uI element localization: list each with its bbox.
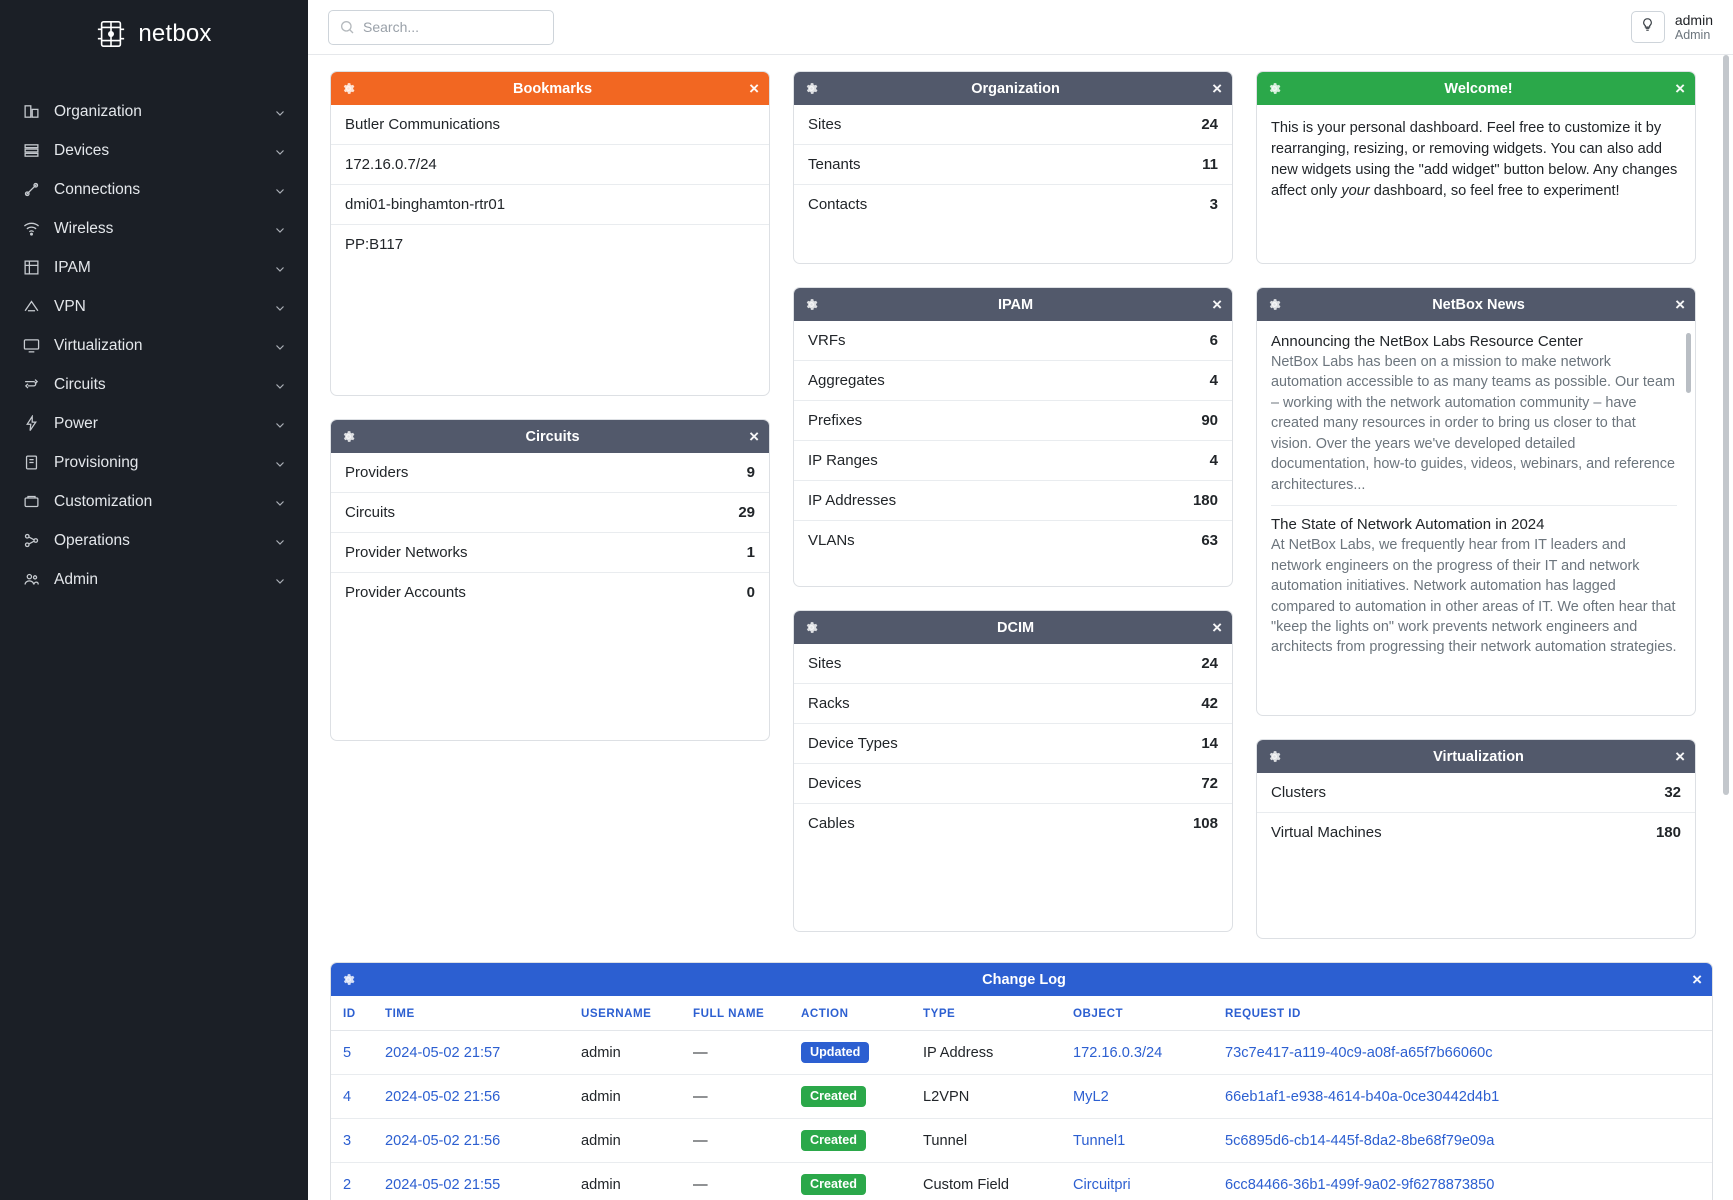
changelog-full-name: — bbox=[681, 1075, 789, 1119]
widget-grid bbox=[330, 71, 1713, 939]
list-item-value: 24 bbox=[1201, 116, 1218, 133]
widget-netbox-news bbox=[1256, 287, 1696, 716]
widget-body bbox=[331, 996, 1712, 1200]
widget-body bbox=[794, 105, 1232, 263]
changelog-request-id-link[interactable]: 73c7e417-a119-40c9-a08f-a65f7b66060c bbox=[1225, 1044, 1493, 1061]
changelog-id-link[interactable]: 3 bbox=[343, 1132, 352, 1149]
list-item[interactable] bbox=[794, 361, 1232, 401]
changelog-request-id-link[interactable]: 5c6895d6-cb14-445f-8da2-8be68f79e09a bbox=[1225, 1132, 1495, 1149]
widget-title: IPAM bbox=[997, 296, 1034, 313]
list-item[interactable]: PP:B117 bbox=[345, 236, 404, 253]
list-item-label: Clusters bbox=[1271, 784, 1327, 801]
changelog-table bbox=[331, 996, 1712, 1200]
news-item[interactable] bbox=[1271, 516, 1677, 668]
status-badge: Created bbox=[801, 1130, 866, 1151]
gear-icon[interactable] bbox=[1267, 749, 1282, 764]
widget-header bbox=[794, 288, 1232, 321]
widget-body bbox=[331, 453, 769, 740]
sidebar-item-label: Devices bbox=[54, 141, 110, 159]
list-item-value: 180 bbox=[1655, 824, 1681, 841]
news-item-body: At NetBox Labs, we frequently hear from IT leaders and network engineers on the progress of their IT and network automation initiatives. Network automation has lagged compared to automation in other areas of IT. We often hear that "keep the lights on" work prevents network engineers and architects from progressing their network automation strategies. bbox=[1271, 537, 1677, 656]
list-item[interactable] bbox=[1257, 773, 1695, 813]
widget-body bbox=[794, 321, 1232, 586]
list-item[interactable] bbox=[331, 453, 769, 493]
admin-icon bbox=[20, 571, 42, 588]
sidebar-item-label: Customization bbox=[54, 492, 153, 510]
netbox-logo-icon bbox=[96, 19, 126, 49]
wireless-icon bbox=[20, 220, 42, 237]
list-item-value: 29 bbox=[738, 504, 755, 521]
changelog-username: admin bbox=[569, 1119, 681, 1163]
sidebar-item-label: Admin bbox=[54, 570, 98, 588]
changelog-time-link[interactable]: 2024-05-02 21:55 bbox=[385, 1176, 501, 1193]
widget-body bbox=[794, 644, 1232, 931]
list-item-label: IP Ranges bbox=[808, 452, 878, 469]
sidebar-item-label: VPN bbox=[54, 297, 86, 315]
widget-body bbox=[1257, 773, 1695, 938]
chevron-down-icon bbox=[274, 145, 286, 157]
changelog-username: admin bbox=[569, 1031, 681, 1075]
changelog-object-link[interactable]: 172.16.0.3/24 bbox=[1073, 1044, 1163, 1061]
changelog-object-link[interactable]: Circuitpri bbox=[1073, 1176, 1131, 1193]
list-item[interactable] bbox=[794, 401, 1232, 441]
list-item[interactable] bbox=[794, 145, 1232, 185]
sidebar-item-customization[interactable] bbox=[0, 482, 308, 521]
widget-virtualization bbox=[1256, 739, 1696, 939]
changelog-id-link[interactable]: 4 bbox=[343, 1088, 352, 1105]
list-item[interactable]: 172.16.0.7/24 bbox=[331, 145, 769, 185]
widget-header bbox=[1257, 288, 1695, 321]
column-header-action[interactable]: ACTION bbox=[789, 996, 911, 1031]
close-icon[interactable]: × bbox=[1212, 79, 1222, 98]
chevron-down-icon bbox=[274, 418, 286, 430]
list-item[interactable] bbox=[331, 493, 769, 533]
list-item-value: 4 bbox=[1209, 372, 1218, 389]
changelog-object-link[interactable]: Tunnel1 bbox=[1073, 1132, 1126, 1149]
widget-header bbox=[331, 963, 1712, 996]
table-header-row bbox=[331, 996, 1712, 1031]
user-menu[interactable] bbox=[1675, 12, 1713, 42]
widget-title: Bookmarks bbox=[513, 80, 593, 97]
chevron-down-icon bbox=[274, 379, 286, 391]
changelog-username: admin bbox=[569, 1163, 681, 1200]
gear-icon[interactable] bbox=[804, 297, 819, 312]
close-icon[interactable]: × bbox=[1692, 970, 1702, 989]
changelog-full-name: — bbox=[681, 1031, 789, 1075]
changelog-full-name: — bbox=[681, 1119, 789, 1163]
widget-title: DCIM bbox=[997, 619, 1035, 636]
list-item-label: Sites bbox=[808, 116, 842, 133]
table-header bbox=[331, 996, 1712, 1031]
brand-name: netbox bbox=[138, 20, 212, 47]
sidebar-item-devices[interactable] bbox=[0, 131, 308, 170]
list-item-value: 32 bbox=[1664, 784, 1681, 801]
search-icon bbox=[339, 19, 355, 35]
list-item[interactable] bbox=[794, 521, 1232, 560]
search-input[interactable] bbox=[328, 10, 554, 45]
power-icon bbox=[20, 415, 42, 432]
chevron-down-icon bbox=[274, 223, 286, 235]
list-item-label: Aggregates bbox=[808, 372, 885, 389]
news-scrollbar[interactable] bbox=[1686, 333, 1691, 393]
widget-header bbox=[794, 72, 1232, 105]
list-item-value: 108 bbox=[1192, 815, 1218, 832]
list-item-label: Tenants bbox=[808, 156, 861, 173]
list-item[interactable] bbox=[794, 804, 1232, 843]
list-item-value: 0 bbox=[746, 584, 755, 601]
list-item-value: 6 bbox=[1209, 332, 1218, 349]
close-icon[interactable]: × bbox=[1212, 295, 1222, 314]
changelog-object-link[interactable]: MyL2 bbox=[1073, 1088, 1109, 1105]
list-item[interactable] bbox=[794, 185, 1232, 224]
widget-title: Change Log bbox=[982, 971, 1066, 988]
chevron-down-icon bbox=[274, 574, 286, 586]
gear-icon[interactable] bbox=[341, 972, 356, 987]
chevron-down-icon bbox=[274, 496, 286, 508]
list-item-label: VLANs bbox=[808, 532, 855, 549]
changelog-full-name: — bbox=[681, 1163, 789, 1200]
widget-header bbox=[331, 420, 769, 453]
sidebar-item-operations[interactable] bbox=[0, 521, 308, 560]
list-item-label: Provider Accounts bbox=[345, 584, 466, 601]
widget-body bbox=[331, 105, 769, 395]
welcome-text-emphasis: your bbox=[1341, 183, 1370, 200]
list-item-value: 1 bbox=[746, 544, 755, 561]
sidebar-item-label: Wireless bbox=[54, 219, 114, 237]
table-body bbox=[331, 1031, 1712, 1200]
column-header-username[interactable]: USERNAME bbox=[569, 996, 681, 1031]
brand[interactable] bbox=[0, 0, 308, 54]
circuits-icon bbox=[20, 376, 42, 393]
welcome-text bbox=[1257, 105, 1695, 219]
theme-toggle-button[interactable] bbox=[1631, 11, 1665, 43]
vpn-icon bbox=[20, 298, 42, 315]
list-item-value: 3 bbox=[1209, 196, 1218, 213]
sidebar-item-virtualization[interactable] bbox=[0, 326, 308, 365]
welcome-text-part2: dashboard, so feel free to experiment! bbox=[1369, 183, 1620, 200]
list-item[interactable] bbox=[794, 105, 1232, 145]
connections-icon bbox=[20, 181, 42, 198]
column-header-id[interactable]: ID bbox=[331, 996, 373, 1031]
widget-title: Organization bbox=[971, 80, 1060, 97]
list-item-label: Sites bbox=[808, 655, 842, 672]
devices-icon bbox=[20, 142, 42, 159]
list-item-label: Contacts bbox=[808, 196, 868, 213]
sidebar bbox=[0, 0, 308, 1200]
list-item-label: Devices bbox=[808, 775, 862, 792]
customization-icon bbox=[20, 493, 42, 510]
widget-circuits bbox=[330, 419, 770, 741]
widget-header bbox=[794, 611, 1232, 644]
list-item-label: Providers bbox=[345, 464, 409, 481]
chevron-down-icon bbox=[274, 340, 286, 352]
list-item-value: 42 bbox=[1201, 695, 1218, 712]
sidebar-item-admin[interactable] bbox=[0, 560, 308, 599]
widget-title: Circuits bbox=[525, 428, 580, 445]
sidebar-item-circuits[interactable] bbox=[0, 365, 308, 404]
changelog-time-link[interactable]: 2024-05-02 21:56 bbox=[385, 1088, 501, 1105]
search-container bbox=[328, 10, 554, 45]
table-row[interactable] bbox=[331, 1163, 1712, 1200]
page-scrollbar[interactable] bbox=[1723, 55, 1729, 795]
close-icon[interactable]: × bbox=[1675, 79, 1685, 98]
status-badge: Updated bbox=[801, 1042, 869, 1063]
sidebar-item-wireless[interactable] bbox=[0, 209, 308, 248]
widget-ipam bbox=[793, 287, 1233, 587]
sidebar-item-organization[interactable] bbox=[0, 92, 308, 131]
changelog-type: L2VPN bbox=[911, 1075, 1061, 1119]
list-item[interactable] bbox=[794, 764, 1232, 804]
list-item-label: VRFs bbox=[808, 332, 846, 349]
column-header-full-name[interactable]: FULL NAME bbox=[681, 996, 789, 1031]
widget-column-2 bbox=[793, 71, 1233, 932]
changelog-type: Custom Field bbox=[911, 1163, 1061, 1200]
list-item-value: 180 bbox=[1192, 492, 1218, 509]
list-item[interactable] bbox=[794, 644, 1232, 684]
list-item-value: 72 bbox=[1201, 775, 1218, 792]
list-item[interactable] bbox=[331, 533, 769, 573]
sidebar-item-label: IPAM bbox=[54, 258, 91, 276]
chevron-down-icon bbox=[274, 457, 286, 469]
user-role: Admin bbox=[1674, 27, 1711, 42]
widget-column-3 bbox=[1256, 71, 1696, 939]
list-item[interactable] bbox=[794, 684, 1232, 724]
dashboard bbox=[308, 55, 1733, 1200]
changelog-type: IP Address bbox=[911, 1031, 1061, 1075]
status-badge: Created bbox=[801, 1174, 866, 1195]
widget-body bbox=[1257, 105, 1695, 263]
column-header-type[interactable]: TYPE bbox=[911, 996, 1061, 1031]
list-item-label: Cables bbox=[808, 815, 855, 832]
gear-icon[interactable] bbox=[341, 81, 356, 96]
chevron-down-icon bbox=[274, 301, 286, 313]
close-icon[interactable]: × bbox=[1675, 747, 1685, 766]
list-item[interactable] bbox=[794, 441, 1232, 481]
column-header-request-id[interactable]: REQUEST ID bbox=[1213, 996, 1712, 1031]
sidebar-item-vpn[interactable] bbox=[0, 287, 308, 326]
list-item[interactable] bbox=[794, 321, 1232, 361]
operations-icon bbox=[20, 532, 42, 549]
list-item-label: Virtual Machines bbox=[1271, 824, 1382, 841]
main-area bbox=[308, 0, 1733, 1200]
changelog-request-id-link[interactable]: 6cc84466-36b1-499f-9a02-9f6278873850 bbox=[1225, 1176, 1495, 1193]
news-item-title: Announcing the NetBox Labs Resource Center bbox=[1271, 333, 1583, 350]
sidebar-item-label: Operations bbox=[54, 531, 130, 549]
sidebar-item-provisioning[interactable] bbox=[0, 443, 308, 482]
widget-body bbox=[1257, 321, 1695, 715]
gear-icon[interactable] bbox=[804, 81, 819, 96]
ipam-icon bbox=[20, 259, 42, 276]
list-item-value: 63 bbox=[1201, 532, 1218, 549]
sidebar-item-label: Provisioning bbox=[54, 453, 139, 471]
gear-icon[interactable] bbox=[1267, 297, 1282, 312]
chevron-down-icon bbox=[274, 262, 286, 274]
list-item-label: Prefixes bbox=[808, 412, 863, 429]
list-item-label: Device Types bbox=[808, 735, 898, 752]
list-item-value: 24 bbox=[1201, 655, 1218, 672]
gear-icon[interactable] bbox=[804, 620, 819, 635]
sidebar-item-label: Organization bbox=[54, 102, 142, 120]
list-item[interactable] bbox=[1257, 813, 1695, 852]
changelog-time-link[interactable]: 2024-05-02 21:57 bbox=[385, 1044, 501, 1061]
gear-icon[interactable] bbox=[341, 429, 356, 444]
widget-title: Virtualization bbox=[1433, 748, 1524, 765]
list-item-value: 90 bbox=[1201, 412, 1218, 429]
widget-header bbox=[1257, 72, 1695, 105]
close-icon[interactable]: × bbox=[749, 79, 759, 98]
sidebar-nav bbox=[0, 92, 308, 599]
list-item-label: Circuits bbox=[345, 504, 396, 521]
sidebar-item-label: Power bbox=[54, 414, 98, 432]
provisioning-icon bbox=[20, 454, 42, 471]
changelog-request-id-link[interactable]: 66eb1af1-e938-4614-b40a-0ce30442d4b1 bbox=[1225, 1088, 1500, 1105]
changelog-id-link[interactable]: 5 bbox=[343, 1044, 352, 1061]
topbar bbox=[308, 0, 1733, 55]
lightbulb-icon bbox=[1640, 17, 1655, 37]
changelog-type: Tunnel bbox=[911, 1119, 1061, 1163]
changelog-time-link[interactable]: 2024-05-02 21:56 bbox=[385, 1132, 501, 1149]
virtualization-icon bbox=[20, 337, 42, 354]
widget-change-log bbox=[330, 962, 1713, 1200]
sidebar-item-label: Connections bbox=[54, 180, 141, 198]
list-item[interactable]: Butler Communications bbox=[331, 105, 769, 145]
changelog-id-link[interactable]: 2 bbox=[343, 1176, 352, 1193]
chevron-down-icon bbox=[274, 106, 286, 118]
welcome-text-part1: This is your personal dashboard. Feel free to customize it by rearranging, resizing, or removing widgets. You can also add new widgets using the "add widget" button below. Any changes affect only bbox=[1271, 120, 1678, 200]
news-item[interactable] bbox=[1271, 333, 1677, 506]
widget-title: Welcome! bbox=[1444, 80, 1513, 97]
list-item-value: 11 bbox=[1202, 156, 1218, 173]
list-item-label: IP Addresses bbox=[808, 492, 897, 509]
list-item-value: 14 bbox=[1201, 735, 1218, 752]
close-icon[interactable]: × bbox=[1675, 295, 1685, 314]
widget-column-1 bbox=[330, 71, 770, 741]
widget-welcome bbox=[1256, 71, 1696, 264]
list-item[interactable] bbox=[794, 481, 1232, 521]
list-item[interactable] bbox=[794, 724, 1232, 764]
sidebar-item-power[interactable] bbox=[0, 404, 308, 443]
widget-organization bbox=[793, 71, 1233, 264]
chevron-down-icon bbox=[274, 535, 286, 547]
organization-icon bbox=[20, 103, 42, 120]
status-badge: Created bbox=[801, 1086, 866, 1107]
column-header-object[interactable]: OBJECT bbox=[1061, 996, 1213, 1031]
table-row[interactable] bbox=[331, 1075, 1712, 1119]
sidebar-item-label: Circuits bbox=[54, 375, 106, 393]
column-header-time[interactable]: TIME bbox=[373, 996, 569, 1031]
widget-bookmarks bbox=[330, 71, 770, 396]
list-item-label: Provider Networks bbox=[345, 544, 468, 561]
news-item-body: NetBox Labs has been on a mission to make network automation accessible to as many teams as possible. Our team – working with the network automation community – have created many resources in order to bring us closer to that vision. Over the years we've developed detailed documentation, how-to guides, videos, webinars, and reference architectures... bbox=[1271, 354, 1675, 493]
list-item[interactable]: dmi01-binghamton-rtr01 bbox=[331, 185, 769, 225]
table-row[interactable] bbox=[331, 1031, 1712, 1075]
close-icon[interactable]: × bbox=[1212, 618, 1222, 637]
user-name: admin bbox=[1674, 11, 1713, 28]
changelog-username: admin bbox=[569, 1075, 681, 1119]
close-icon[interactable]: × bbox=[749, 427, 759, 446]
sidebar-item-connections[interactable] bbox=[0, 170, 308, 209]
list-item[interactable] bbox=[331, 573, 769, 612]
gear-icon[interactable] bbox=[1267, 81, 1282, 96]
widget-title: NetBox News bbox=[1432, 296, 1525, 313]
widget-header bbox=[1257, 740, 1695, 773]
list-item-value: 9 bbox=[746, 464, 755, 481]
sidebar-item-ipam[interactable] bbox=[0, 248, 308, 287]
widget-header bbox=[331, 72, 769, 105]
topbar-right bbox=[1631, 11, 1713, 43]
widget-dcim bbox=[793, 610, 1233, 932]
sidebar-item-label: Virtualization bbox=[54, 336, 143, 354]
table-row[interactable] bbox=[331, 1119, 1712, 1163]
list-item-label: Racks bbox=[808, 695, 850, 712]
list-item-value: 4 bbox=[1209, 452, 1218, 469]
chevron-down-icon bbox=[274, 184, 286, 196]
news-item-title: The State of Network Automation in 2024 bbox=[1271, 516, 1545, 534]
